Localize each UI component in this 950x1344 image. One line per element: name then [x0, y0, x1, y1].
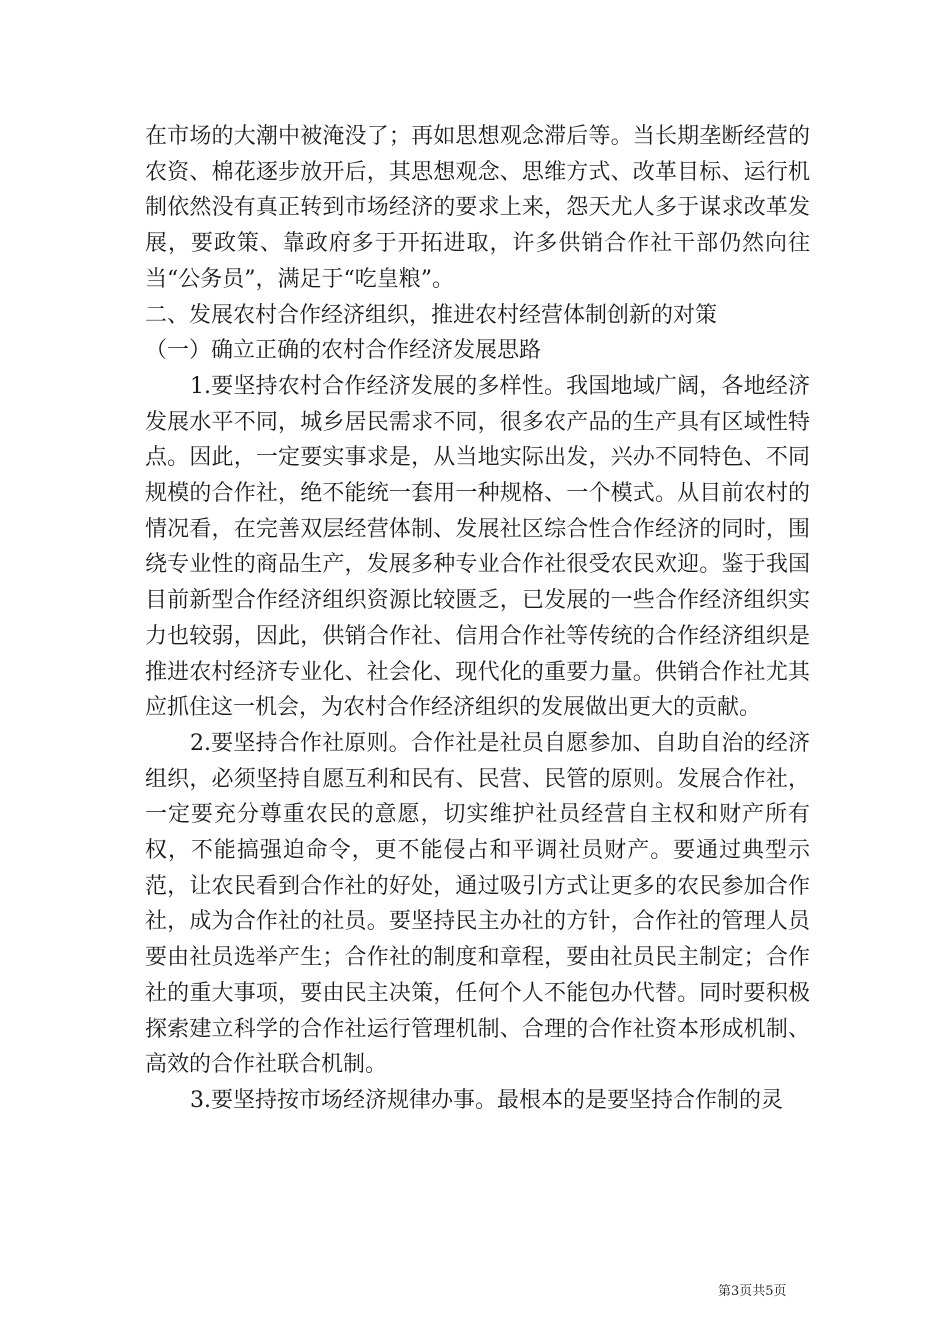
document-body — [145, 119, 810, 1119]
paragraph-point-1: 1.要坚持农村合作经济发展的多样性。我国地域广阔，各地经济发展水平不同，城乡居民需求不同，很多农产品的生产具有区域性特点。因此，一定要实事求是，从当地实际出发，兴办不同特色、不同规模的合作社，绝不能统一套用一种规格、一个模式。从目前农村的情况看，在完善双层经营体制、发展社区综合性合作经济的同时，围绕专业性的商品生产，发展多种专业合作社很受农民欢迎。鉴于我国目前新型合作经济组织资源比较匮乏，已发展的一些合作经济组织实力也较弱，因此，供销合作社、信用合作社等传统的合作经济组织是推进农村经济专业化、社会化、现代化的重要力量。供销合作社尤其应抓住这一机会，为农村合作经济组织的发展做出更大的贡献。 — [145, 373, 810, 721]
paragraph-point-3: 3.要坚持按市场经济规律办事。最根本的是要坚持合作制的灵 — [190, 1087, 783, 1113]
paragraph-continuation: 在市场的大潮中被淹没了；再如思想观念滞后等。当长期垄断经营的农资、棉花逐步放开后，其思想观念、思维方式、改革目标、运行机制依然没有真正转到市场经济的要求上来，怨天尤人多于谋求改革发展，要政策、靠政府多于开拓进取，许多供销合作社干部仍然向往当“公务员”，满足于“吃皇粮”。 — [145, 124, 810, 292]
paragraph-point-2: 2.要坚持合作社原则。合作社是社员自愿参加、自助自治的经济组织，必须坚持自愿互利和民有、民营、民管的原则。发展合作社，一定要充分尊重农民的意愿，切实维护社员经营自主权和财产所有权，不能搞强迫命令，更不能侵占和平调社员财产。要通过典型示范，让农民看到合作社的好处，通过吸引方式让更多的农民参加合作社，成为合作社的社员。要坚持民主办社的方针，合作社的管理人员要由社员选举产生；合作社的制度和章程，要由社员民主制定；合作社的重大事项，要由民主决策，任何个人不能包办代替。同时要积极探索建立科学的合作社运行管理机制、合理的合作社资本形成机制、高效的合作社联合机制。 — [145, 730, 810, 1078]
page-number-footer: 第3页共5页 — [718, 1284, 787, 1299]
subsection-heading: （一）确立正确的农村合作经济发展思路 — [145, 338, 542, 364]
section-heading: 二、发展农村合作经济组织，推进农村经营体制创新的对策 — [145, 302, 718, 328]
